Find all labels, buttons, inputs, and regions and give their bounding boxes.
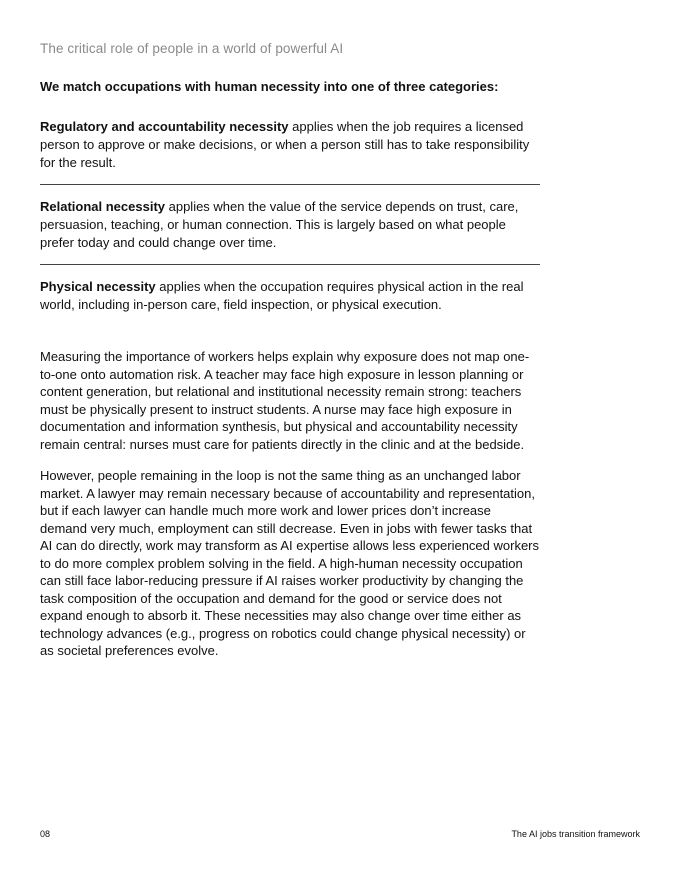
category-term: Physical necessity (40, 279, 156, 294)
category-description: applies when the value of the service depends on trust, care, persuasion, teaching, or human connection. This is largely based on what people prefer today and could change over time. (40, 199, 519, 250)
category-relational (40, 198, 540, 252)
category-regulatory (40, 118, 540, 172)
body-paragraph: However, people remaining in the loop is not the same thing as an unchanged labor market. A lawyer may remain necessary because of accountability and representation, but if each lawyer can handle much more work and lower prices don’t increase demand very much, employment can still decrease. Even in jobs with fewer tasks that AI can do directly, work may transform as AI expertise allows less experienced workers to do more complex problem solving in the field. A high-human necessity occupation can still face labor-reducing pressure if AI raises worker productivity by changing the task composition of the occupation and demand for the good or service does not expand enough to absorb it. These necessities may also change over time either as technology advances (e.g., progress on robotics could change physical necessity) or as societal preferences evolve. (40, 468, 540, 658)
category-description: applies when the job requires a licensed person to approve or make decisions, or when a person still has to take responsibility for the result. (40, 119, 530, 170)
footer-document-title: The AI jobs transition framework (511, 829, 640, 839)
divider (40, 184, 540, 185)
category-term: Relational necessity (40, 199, 165, 214)
divider (40, 264, 540, 265)
main-content (40, 78, 540, 660)
body-paragraph: Measuring the importance of workers helps explain why exposure does not map one-to-one onto automation risk. A teacher may face high exposure in lesson planning or content generation, but relational and institutional necessity remain strong: teachers must be physically present to instruct students. A nurse may face high exposure in documentation and information synthesis, but physical and accountability necessity remain central: nurses must care for patients directly in the clinic and at the bedside. (40, 349, 530, 452)
footer-page-number: 08 (40, 829, 51, 839)
category-term: Regulatory and accountability necessity (40, 119, 289, 134)
category-description: applies when the occupation requires physical action in the real world, including in-person care, field inspection, or physical execution. (40, 279, 524, 312)
category-physical (40, 278, 540, 314)
intro-heading: We match occupations with human necessity into one of three categories: (40, 79, 499, 94)
page-header-title: The critical role of people in a world of powerful AI (40, 41, 344, 56)
